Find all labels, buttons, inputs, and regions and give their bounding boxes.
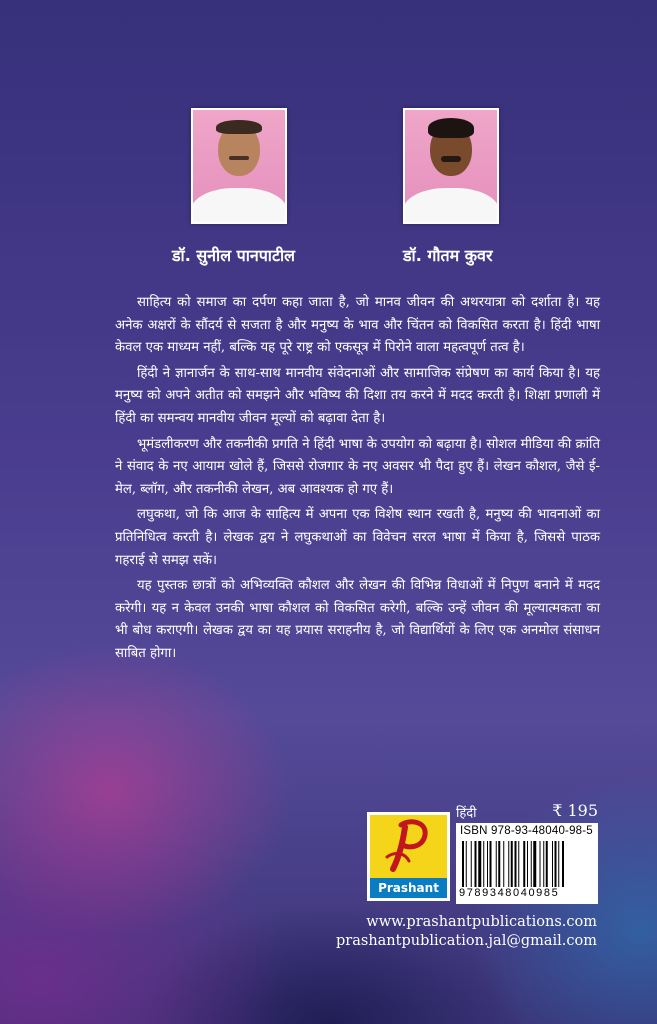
author-name-2: डॉ. गौतम कुवर <box>403 246 493 265</box>
publisher-email[interactable]: prashantpublication.jal@gmail.com <box>336 933 597 949</box>
blurb-paragraph: साहित्य को समाज का दर्पण कहा जाता है, जो मानव जीवन की अथरयात्रा को दर्शाता है। यह अनेक अक्षरों के सौंदर्य से सजता है और मनुष्य के भाव और चिंतन को विकसित करता है। हिंदी भाषा केवल एक माध्यम नहीं, बल्कि यह पूरे राष्ट्र को एकसूत्र में पिरोने वाला महत्वपूर्ण तत्व है। <box>115 295 600 356</box>
author-photo-1 <box>191 108 287 224</box>
isbn-digits: 9789348040985 <box>459 887 560 899</box>
language-label: हिंदी <box>456 806 477 821</box>
author-name-1: डॉ. सुनील पानपाटील <box>172 246 296 265</box>
blurb-paragraph: भूमंडलीकरण और तकनीकी प्रगति ने हिंदी भाषा के उपयोग को बढ़ाया है। सोशल मीडिया की क्रांति ने संवाद के नए आयाम खोले हैं, जिससे रोजगार के नए अवसर भी पैदा हुए हैं। लेखन कौशल, जैसे ई-मेल, ब्लॉग, और तकनीकी लेखन, अब आवश्यक हो गए हैं। <box>115 436 600 497</box>
blurb-paragraph: लघुकथा, जो कि आज के साहित्य में अपना एक विशेष स्थान रखती है, मनुष्य की भावनाओं का प्रतिनिधित्व करती है। लेखक द्वय ने लघुकथाओं का विवेचन सरल भाषा में किया है, जिससे पाठक गहराई से समझ सकें। <box>115 507 600 568</box>
isbn-label: ISBN 978-93-48040-98-5 <box>460 825 593 837</box>
price-label: ₹ 195 <box>552 801 598 820</box>
barcode-graphic <box>462 841 592 887</box>
blurb-text <box>115 292 600 669</box>
author-photo-2 <box>403 108 499 224</box>
blurb-paragraph: यह पुस्तक छात्रों को अभिव्यक्ति कौशल और लेखन की विभिन्न विधाओं में निपुण बनाने में मदद करेगी। यह न केवल उनकी भाषा कौशल को विकसित करेगी, बल्कि उन्हें जीवन की मूल्यात्मकता का भी बोध कराएगी। लेखक द्वय का यह प्रयास सराहनीय है, जो विद्यार्थियों के लिए एक अनमोल संसाधन साबित होगा। <box>115 578 600 661</box>
publisher-website[interactable]: www.prashantpublications.com <box>366 914 597 930</box>
isbn-barcode <box>456 823 598 904</box>
publisher-logo-mark <box>370 815 447 877</box>
publisher-logo <box>367 812 450 901</box>
publisher-logo-name: Prashant <box>370 878 447 898</box>
blurb-paragraph: हिंदी ने ज्ञानार्जन के साथ-साथ मानवीय संवेदनाओं और सामाजिक संप्रेषण का कार्य किया है। यह मनुष्य को अपने अतीत को समझने और भविष्य की दिशा तय करने में मदद करती है। शिक्षा प्रणाली में हिंदी का समन्वय मानवीय जीवन मूल्यों को बढ़ावा देता है। <box>115 365 600 426</box>
